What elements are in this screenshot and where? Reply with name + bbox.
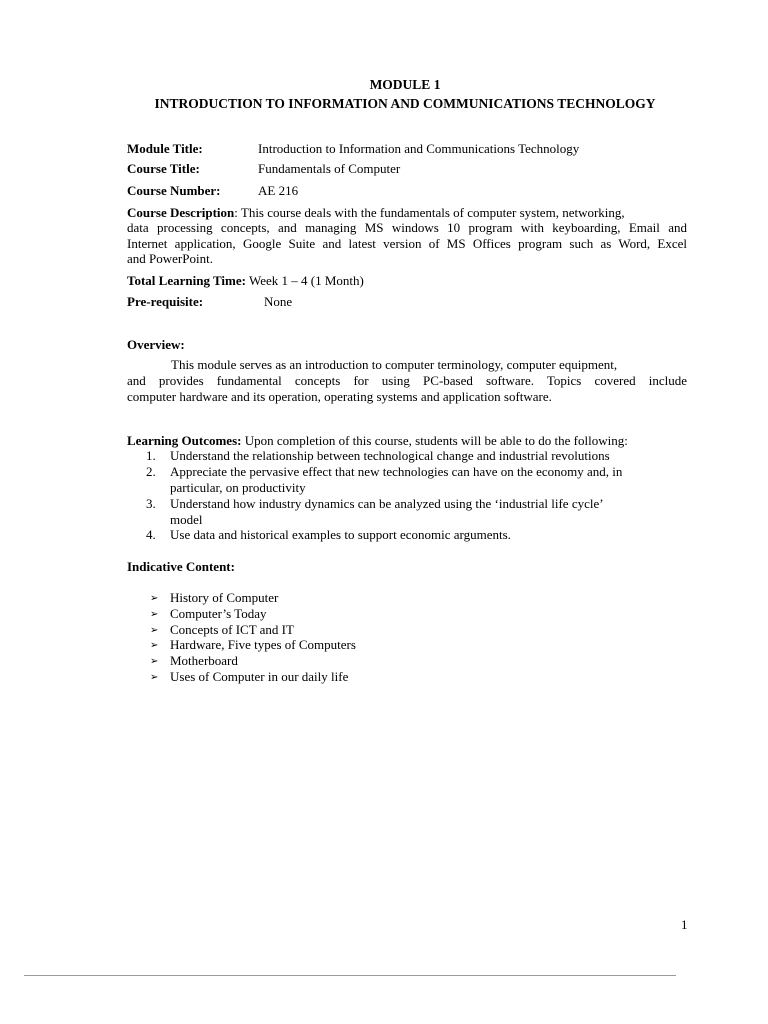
document-title: INTRODUCTION TO INFORMATION AND COMMUNICATIONS TECHNOLOGY [154, 96, 656, 111]
outcome-item-continued: model [170, 512, 203, 527]
outcome-number: 2. [146, 464, 156, 479]
overview-line-1: This module serves as an introduction to computer terminology, computer equipment, [171, 357, 618, 372]
arrow-bullet-icon: ➢ [150, 593, 159, 604]
arrow-bullet-icon: ➢ [150, 640, 159, 651]
overview-line-3: computer hardware and its operation, operating systems and application software. [127, 389, 552, 404]
module-number: MODULE 1 [369, 77, 441, 92]
outcome-item: Understand the relationship between technological change and industrial revolutions [170, 448, 610, 463]
course-description-line-1 [127, 205, 625, 221]
content-item: Uses of Computer in our daily life [170, 669, 349, 684]
content-item: History of Computer [170, 590, 279, 605]
arrow-bullet-icon: ➢ [150, 609, 159, 620]
course-description-text: : This course deals with the fundamentals of computer system, networking, [234, 205, 625, 220]
arrow-bullet-icon: ➢ [150, 672, 159, 683]
outcome-item: Understand how industry dynamics can be analyzed using the ‘industrial life cycle’ [170, 496, 604, 511]
learning-outcomes-intro [127, 433, 628, 449]
prerequisite-label: Pre-requisite: [127, 294, 204, 309]
overview-line-2: and provides fundamental concepts for using PC-based software. Topics covered include [127, 373, 687, 388]
content-item: Computer’s Today [170, 606, 267, 621]
outcome-item-continued: particular, on productivity [170, 480, 306, 495]
arrow-bullet-icon: ➢ [150, 625, 159, 636]
prerequisite-value: None [264, 294, 293, 309]
module-title-label: Module Title: [127, 141, 203, 156]
content-item: Motherboard [170, 653, 238, 668]
course-number-value: AE 216 [258, 183, 299, 198]
module-title-value: Introduction to Information and Communications Technology [258, 141, 580, 156]
course-title-value: Fundamentals of Computer [258, 161, 401, 176]
course-description-label: Course Description [127, 205, 235, 220]
overview-heading: Overview: [127, 337, 185, 352]
learning-outcomes-intro-text: Upon completion of this course, students will be able to do the following: [244, 433, 628, 448]
content-item: Hardware, Five types of Computers [170, 637, 356, 652]
arrow-bullet-icon: ➢ [150, 656, 159, 667]
content-item: Concepts of ICT and IT [170, 622, 294, 637]
outcome-number: 3. [146, 496, 156, 511]
footer-divider [24, 975, 676, 976]
indicative-content-heading: Indicative Content: [127, 559, 235, 574]
outcome-item: Appreciate the pervasive effect that new technologies can have on the economy and, in [170, 464, 623, 479]
outcome-item: Use data and historical examples to support economic arguments. [170, 527, 511, 542]
course-number-label: Course Number: [127, 183, 221, 198]
learning-time-row [127, 273, 364, 289]
course-description-line-3: Internet application, Google Suite and latest version of MS Offices program such as Word, Excel [127, 236, 687, 251]
outcome-number: 4. [146, 527, 156, 542]
page-number: 1 [681, 917, 688, 932]
course-description-line-4: and PowerPoint. [127, 251, 213, 266]
outcome-number: 1. [146, 448, 156, 463]
learning-time-label: Total Learning Time: [127, 273, 246, 288]
learning-outcomes-heading: Learning Outcomes: [127, 433, 242, 448]
learning-time-value: Week 1 – 4 (1 Month) [248, 273, 364, 288]
course-title-label: Course Title: [127, 161, 200, 176]
course-description-line-2: data processing concepts, and managing MS windows 10 program with keyboarding, Email and [127, 220, 687, 235]
